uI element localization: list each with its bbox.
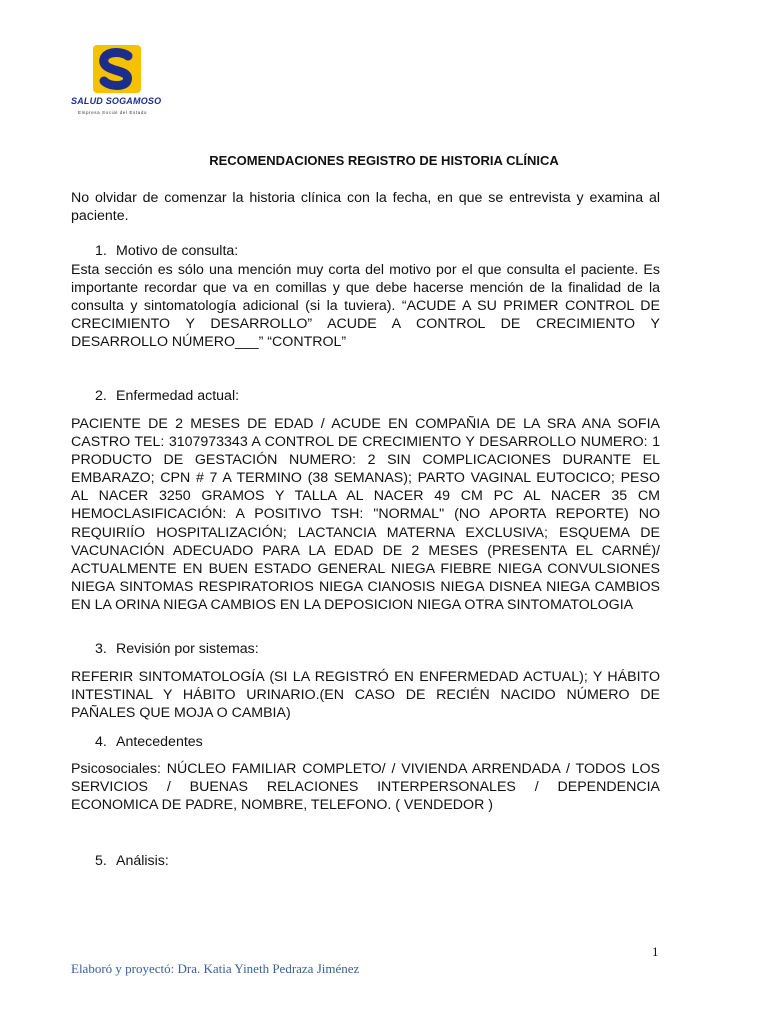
section-number: 2. xyxy=(95,388,107,404)
section-body-enfermedad: PACIENTE DE 2 MESES DE EDAD / ACUDE EN COMPAÑIA DE LA SRA ANA SOFIA CASTRO TEL: 3107973343 A CONTROL DE CRECIMIENTO Y DESARROLLO NUMERO: 1 PRODUCTO DE GESTACIÓN NUMERO: 2 SIN COMPLICACIONES DURANTE EL EMBARAZO; CPN # 7 A TERMINO (38 SEMANAS); PARTO VAGINAL EUTOCICO; PESO AL NACER 3250 GRAMOS Y TALLA AL NACER 49 CM PC AL NACER 35 CM HEMOCLASIFICACIÓN: A POSITIVO TSH: "NORMAL" (NO APORTA REPORTE) NO REQUIRIÍO HOSPITALIZACIÓN; LACTANCIA MATERNA EXCLUSIVA; ESQUEMA DE VACUNACIÓN ADECUADO PARA LA EDAD DE 2 MESES (PRESENTA EL CARNÉ)/ ACTUALMENTE EN BUEN ESTADO GENERAL NIEGA FIEBRE NIEGA CONVULSIONES NIEGA SINTOMAS RESPIRATORIOS NIEGA CIANOSIS NIEGA DISNEA NIEGA CAMBIOS EN LA ORINA NIEGA CAMBIOS EN LA DEPOSICION NIEGA OTRA SINTOMATOLOGIA xyxy=(71,416,660,613)
section-number: 5. xyxy=(95,853,107,869)
section-number: 3. xyxy=(95,641,107,657)
section-body-motivo: Esta sección es sólo una mención muy corta del motivo por el que consulta el paciente. Es importante recordar que va en comillas y que debe hacerse mención de la finalidad de la consulta y sintomatología adicional (si la tuviera). “ACUDE A SU PRIMER CONTROL DE CRECIMIENTO Y DESARROLLO” ACUDE A CONTROL DE CRECIMIENTO Y DESARROLLO NÚMERO___” “CONTROL” xyxy=(71,262,660,351)
section-title: Revisión por sistemas: xyxy=(116,641,259,657)
logo xyxy=(68,44,172,120)
intro-paragraph: No olvidar de comenzar la historia clínica con la fecha, en que se entrevista y examina al paciente. xyxy=(71,190,660,225)
footer-author: Elaboró y proyectó: Dra. Katia Yineth Pedraza Jiménez xyxy=(71,961,360,976)
document-title: RECOMENDACIONES REGISTRO DE HISTORIA CLÍNICA xyxy=(209,153,559,168)
logo-subtitle: Empresa Social del Estado xyxy=(78,110,148,115)
section-heading-enfermedad xyxy=(95,387,239,405)
section-body-antecedentes: Psicosociales: NÚCLEO FAMILIAR COMPLETO/ / VIVIENDA ARRENDADA / TODOS LOS SERVICIOS / BUENAS RELACIONES INTERPERSONALES / DEPENDENCIA ECONOMICA DE PADRE, NOMBRE, TELEFONO. ( VENDEDOR ) xyxy=(71,761,660,814)
section-number: 4. xyxy=(95,734,107,750)
section-title: Antecedentes xyxy=(116,734,203,750)
section-heading-antecedentes xyxy=(95,733,203,751)
section-number: 1. xyxy=(95,243,107,259)
section-title: Análisis: xyxy=(116,853,169,869)
section-body-revision: REFERIR SINTOMATOLOGÍA (SI LA REGISTRÓ EN ENFERMEDAD ACTUAL); Y HÁBITO INTESTINAL Y HÁBITO URINARIO.(EN CASO DE RECIÉN NACIDO NÚMERO DE PAÑALES QUE MOJA O CAMBIA) xyxy=(71,669,660,722)
section-title: Motivo de consulta: xyxy=(116,243,239,259)
section-heading-motivo xyxy=(95,242,238,260)
page-number: 1 xyxy=(652,944,659,959)
salud-sogamoso-logo-mark xyxy=(92,44,142,94)
section-heading-analisis xyxy=(95,852,169,870)
section-title: Enfermedad actual: xyxy=(116,388,240,404)
logo-name: SALUD SOGAMOSO xyxy=(71,96,162,106)
section-heading-revision xyxy=(95,640,259,658)
